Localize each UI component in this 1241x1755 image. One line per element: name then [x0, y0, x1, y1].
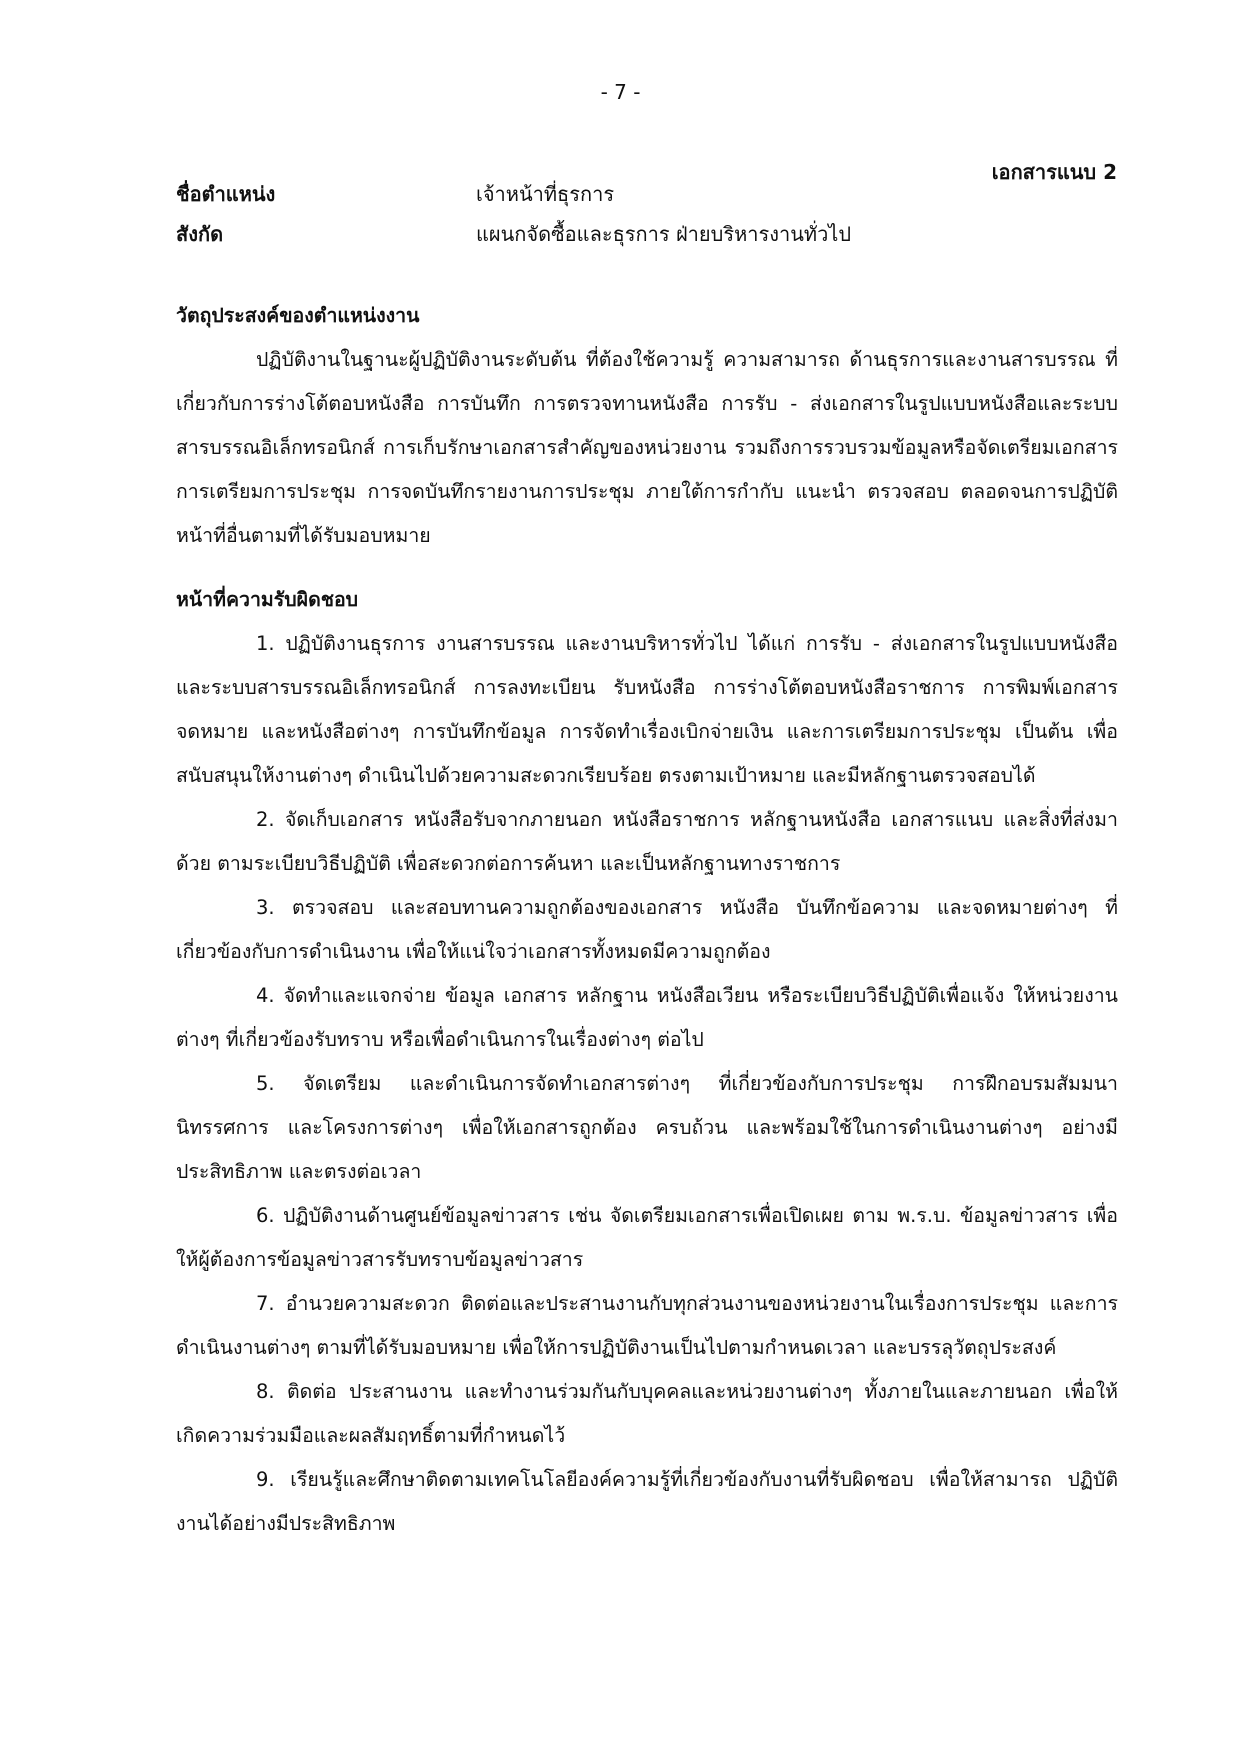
attachment-label: เอกสารแนบ 2: [991, 160, 1117, 184]
affiliation-label: สังกัด: [176, 222, 224, 246]
affiliation-row: [176, 218, 851, 250]
duty-item: 2. จัดเก็บเอกสาร หนังสือรับจากภายนอก หนังสือราชการ หลักฐานหนังสือ เอกสารแนบ และสิ่งที่ส่งมาด้วย ตามระเบียบวิธีปฏิบัติ เพื่อสะดวกต่อการค้นหา และเป็นหลักฐานทางราชการ: [176, 808, 1118, 875]
duty-item: 8. ติดต่อ ประสานงาน และทำงานร่วมกันกับบุคคลและหน่วยงานต่างๆ ทั้งภายในและภายนอก เพื่อให้เกิดความร่วมมือและผลสัมฤทธิ์ตามที่กำหนดไว้: [176, 1380, 1118, 1447]
duty-item: 5. จัดเตรียม และดำเนินการจัดทำเอกสารต่างๆ ที่เกี่ยวข้องกับการประชุม การฝึกอบรมสัมมนา นิทรรศการ และโครงการต่างๆ เพื่อให้เอกสารถูกต้อง ครบถ้วน และพร้อมใช้ในการดำเนินงานต่างๆ อย่างมีประสิทธิภาพ และตรงต่อเวลา: [176, 1072, 1118, 1183]
duty-item: 1. ปฏิบัติงานธุรการ งานสารบรรณ และงานบริหารทั่วไป ได้แก่ การรับ - ส่งเอกสารในรูปแบบหนังสือและระบบสารบรรณอิเล็กทรอนิกส์ การลงทะเบียน รับหนังสือ การร่างโต้ตอบหนังสือราชการ การพิมพ์เอกสาร จดหมาย และหนังสือต่างๆ การบันทึกข้อมูล การจัดทำเรื่องเบิกจ่ายเงิน และการเตรียมการประชุม เป็นต้น เพื่อสนับสนุนให้งานต่างๆ ดำเนินไปด้วยความสะดวกเรียบร้อย ตรงตามเป้าหมาย และมีหลักฐานตรวจสอบได้: [176, 632, 1118, 787]
duty-item: 7. อำนวยความสะดวก ติดต่อและประสานงานกับทุกส่วนงานของหน่วยงานในเรื่องการประชุม และการดำเนินงานต่างๆ ตามที่ได้รับมอบหมาย เพื่อให้การปฏิบัติงานเป็นไปตามกำหนดเวลา และบรรลุวัตถุประสงค์: [176, 1292, 1118, 1359]
page-number: - 7 -: [600, 80, 641, 104]
duty-item: 9. เรียนรู้และศึกษาติดตามเทคโนโลยีองค์ความรู้ที่เกี่ยวข้องกับงานที่รับผิดชอบ เพื่อให้สามารถ ปฏิบัติงานได้อย่างมีประสิทธิภาพ: [176, 1468, 1118, 1535]
section-spacer: [176, 558, 1118, 578]
document-body: [176, 294, 1118, 1546]
position-label: ชื่อตำแหน่ง: [176, 182, 276, 206]
affiliation-value: แผนกจัดซื้อและธุรการ ฝ่ายบริหารงานทั่วไป: [476, 222, 852, 246]
duty-item: 6. ปฏิบัติงานด้านศูนย์ข้อมูลข่าวสาร เช่น จัดเตรียมเอกสารเพื่อเปิดเผย ตาม พ.ร.บ. ข้อมูลข่าวสาร เพื่อให้ผู้ต้องการข้อมูลข่าวสารรับทราบข้อมูลข่าวสาร: [176, 1204, 1118, 1271]
objective-paragraph: ปฏิบัติงานในฐานะผู้ปฏิบัติงานระดับต้น ที่ต้องใช้ความรู้ ความสามารถ ด้านธุรการและงานสารบรรณ ที่เกี่ยวกับการร่างโต้ตอบหนังสือ การบันทึก การตรวจทานหนังสือ การรับ - ส่งเอกสารในรูปแบบหนังสือและระบบสารบรรณอิเล็กทรอนิกส์ การเก็บรักษาเอกสารสำคัญของหน่วยงาน รวมถึงการรวบรวมข้อมูลหรือจัดเตรียมเอกสาร การเตรียมการประชุม การจดบันทึกรายงานการประชุม ภายใต้การกำกับ แนะนำ ตรวจสอบ ตลอดจนการปฏิบัติหน้าที่อื่นตามที่ได้รับมอบหมาย: [176, 348, 1118, 547]
duties-heading: หน้าที่ความรับผิดชอบ: [176, 588, 359, 611]
objective-heading: วัตถุประสงค์ของตำแหน่งงาน: [176, 304, 420, 327]
position-row: [176, 178, 614, 210]
position-value: เจ้าหน้าที่ธุรการ: [476, 182, 615, 206]
duty-item: 3. ตรวจสอบ และสอบทานความถูกต้องของเอกสาร หนังสือ บันทึกข้อความ และจดหมายต่างๆ ที่เกี่ยวข้องกับการดำเนินงาน เพื่อให้แน่ใจว่าเอกสารทั้งหมดมีความถูกต้อง: [176, 896, 1118, 963]
duty-item: 4. จัดทำและแจกจ่าย ข้อมูล เอกสาร หลักฐาน หนังสือเวียน หรือระเบียบวิธีปฏิบัติเพื่อแจ้ง ให้หน่วยงานต่างๆ ที่เกี่ยวข้องรับทราบ หรือเพื่อดำเนินการในเรื่องต่างๆ ต่อไป: [176, 984, 1118, 1051]
